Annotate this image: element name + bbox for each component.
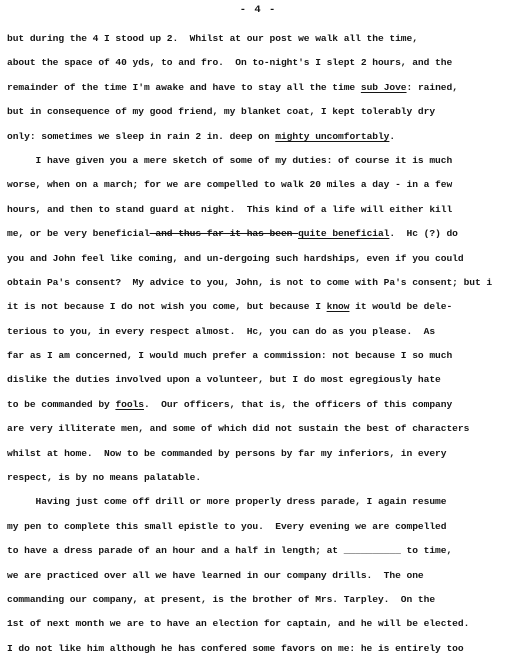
text-segment: . Our officers, that is, the officers of this company bbox=[143, 398, 453, 410]
text-line bbox=[7, 204, 527, 228]
text-segment: but in consequence of my good friend, my blanket coat, I kept tolerably dry bbox=[7, 106, 436, 118]
text-segment: but during the 4 I stood up 2. Whilst at our post we walk all the time, bbox=[7, 33, 418, 44]
text-segment: we are practiced over all we have learned in our company drills. The one bbox=[7, 569, 424, 581]
underlined-text: know bbox=[326, 301, 350, 313]
page-number: - 4 - bbox=[239, 4, 277, 16]
text-segment: only: sometimes we sleep in rain 2 in. deep on bbox=[7, 130, 276, 142]
text-line bbox=[7, 82, 527, 106]
text-line bbox=[7, 521, 527, 545]
text-line bbox=[7, 618, 527, 642]
text-line bbox=[7, 594, 527, 618]
text-line bbox=[7, 496, 527, 520]
text-line bbox=[7, 106, 527, 130]
underlined-text: mighty uncomfortably bbox=[275, 130, 390, 142]
text-segment: you and John feel like coming, and un-dergoing such hardships, even if you could bbox=[7, 252, 464, 264]
text-segment: I have given you a mere sketch of some of my duties: of course it is much bbox=[7, 154, 453, 166]
text-line bbox=[7, 570, 527, 594]
text-line bbox=[7, 643, 527, 667]
text-segment: respect, is by no means palatable. bbox=[7, 472, 202, 484]
underlined-text: sub Jove bbox=[360, 81, 407, 93]
text-line bbox=[7, 350, 527, 374]
struck-text: and thus far it has been bbox=[149, 228, 299, 240]
text-segment: commanding our company, at present, is the brother of Mrs. Tarpley. On the bbox=[7, 593, 436, 605]
text-line bbox=[7, 179, 527, 203]
text-segment: dislike the duties involved upon a volunteer, but I do most egregiously hate bbox=[7, 374, 441, 386]
text-segment: it is not because I do not wish you come, but because I bbox=[7, 301, 327, 313]
text-line bbox=[7, 57, 527, 81]
letter-body bbox=[7, 33, 527, 667]
text-segment: obtain Pa's consent? My advice to you, John, is not to come with Pa's consent; but i bbox=[7, 276, 493, 288]
text-segment: to be commanded by bbox=[7, 398, 116, 410]
text-line bbox=[7, 228, 527, 252]
text-line bbox=[7, 448, 527, 472]
text-line bbox=[7, 399, 527, 423]
text-line bbox=[7, 131, 527, 155]
text-segment: I do not like him although he has confered some favors on me: he is entirely too bbox=[7, 642, 464, 654]
text-segment: : rained, bbox=[406, 81, 458, 93]
underlined-text: quite beneficial bbox=[298, 228, 390, 240]
text-segment: worse, when on a march; for we are compelled to walk 20 miles a day - in a few bbox=[7, 179, 453, 191]
text-line bbox=[7, 326, 527, 350]
text-line bbox=[7, 472, 527, 496]
text-segment: to have a dress parade of an hour and a half in length; at __________ to time, bbox=[7, 545, 453, 557]
text-segment: it would be dele- bbox=[349, 301, 453, 313]
text-line bbox=[7, 253, 527, 277]
text-line bbox=[7, 155, 527, 179]
text-segment: . bbox=[389, 130, 396, 142]
text-line bbox=[7, 545, 527, 569]
text-line bbox=[7, 301, 527, 325]
text-line bbox=[7, 33, 527, 57]
text-line bbox=[7, 277, 527, 301]
text-segment: remainder of the time I'm awake and have to stay all the time bbox=[7, 81, 361, 93]
text-segment: hours, and then to stand guard at night. This kind of a life will either kill bbox=[7, 203, 453, 215]
text-segment: far as I am concerned, I would much prefer a commission: not because I so much bbox=[7, 350, 453, 362]
text-segment: terious to you, in every respect almost. Hc, you can do as you please. As bbox=[7, 325, 436, 337]
text-segment: . Hc (?) do bbox=[389, 228, 458, 240]
text-line bbox=[7, 374, 527, 398]
text-segment: are very illiterate men, and some of which did not sustain the best of characters bbox=[7, 423, 470, 435]
underlined-text: fools bbox=[115, 398, 144, 410]
text-segment: my pen to complete this small epistle to you. Every evening we are compelled bbox=[7, 520, 447, 532]
text-segment: me, or be very beneficial bbox=[7, 228, 150, 240]
text-segment: 1st of next month we are to have an election for captain, and he will be elected. bbox=[7, 618, 470, 630]
text-segment: whilst at home. Now to be commanded by persons by far my inferiors, in every bbox=[7, 447, 447, 459]
text-segment: about the space of 40 yds, to and fro. On to-night's I slept 2 hours, and the bbox=[7, 57, 453, 69]
text-segment: Having just come off drill or more properly dress parade, I again resume bbox=[7, 496, 447, 508]
text-line bbox=[7, 423, 527, 447]
